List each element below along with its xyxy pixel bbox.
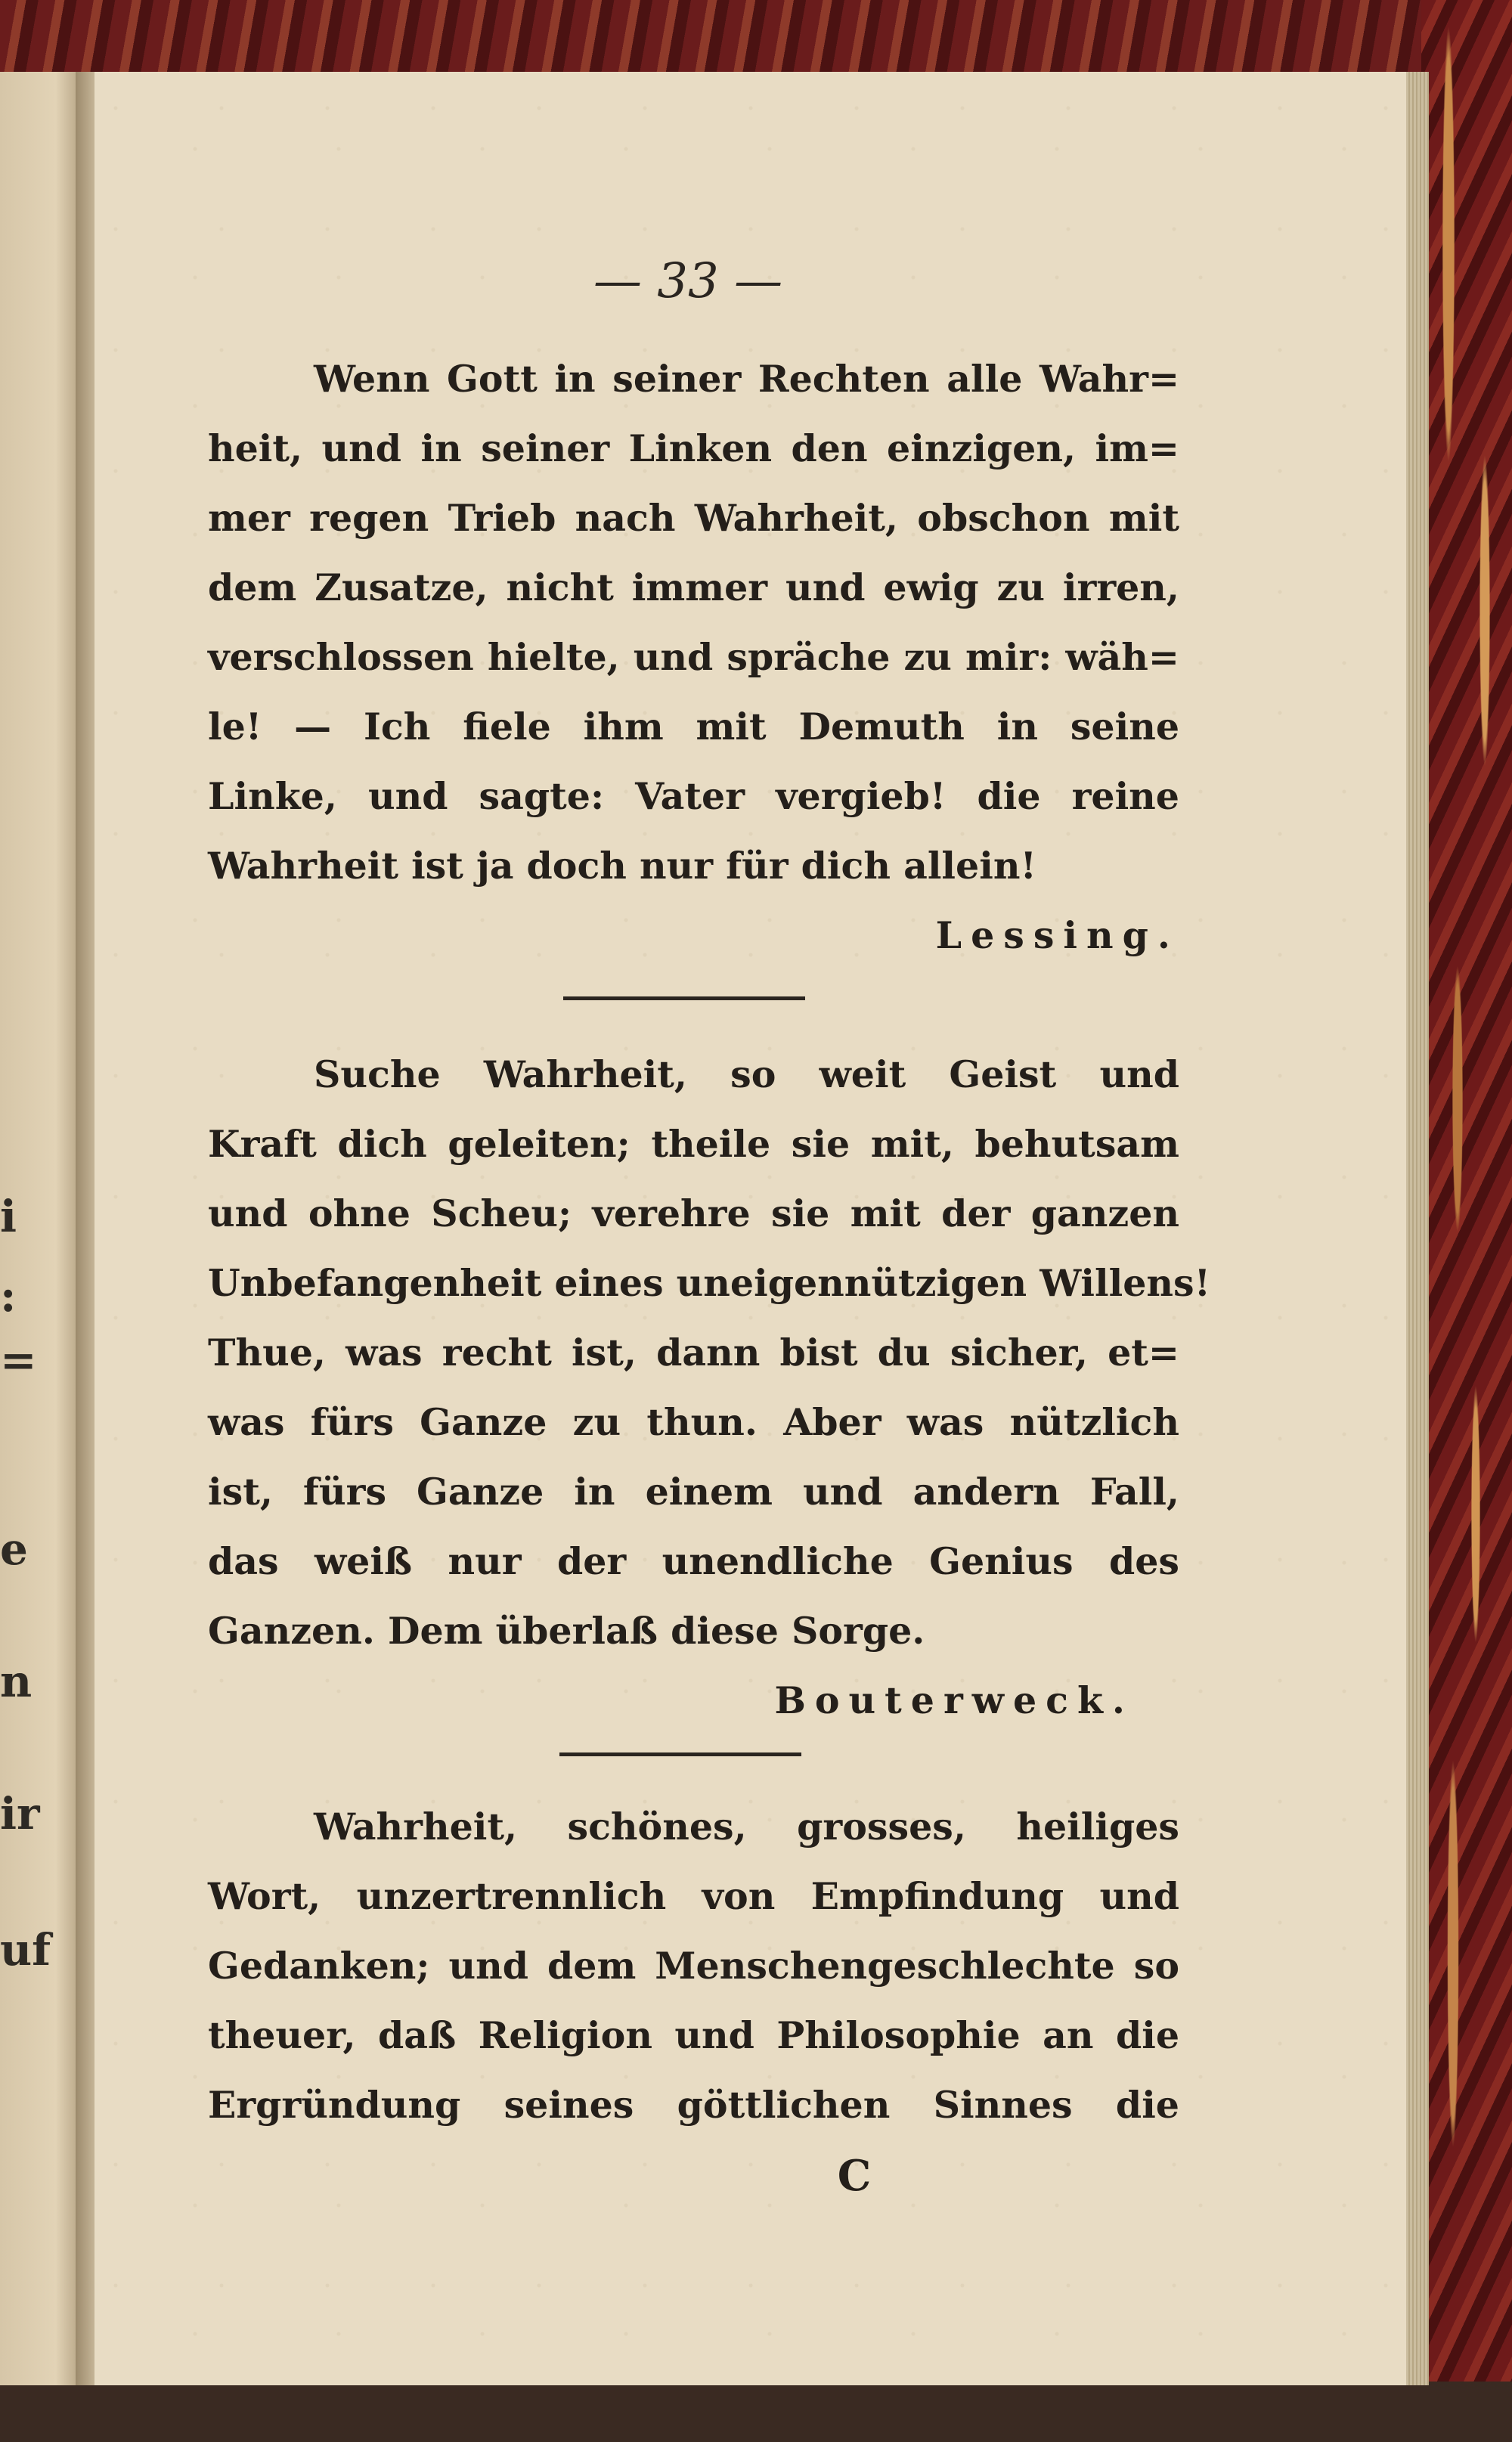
left-page-fragment: n — [0, 1656, 33, 1707]
left-page — [0, 72, 79, 2385]
section-divider — [559, 1752, 801, 1756]
signature-mark: C — [837, 2151, 872, 2201]
left-page-fragment: = — [0, 1334, 37, 1386]
text-line: ist, fürs Ganze in einem und andern Fall, — [208, 1470, 1179, 1514]
author-attribution: Bouterweck. — [774, 1678, 1134, 1722]
left-page-fragment: i — [0, 1191, 17, 1242]
text-line: Wenn Gott in seiner Rechten alle Wahr= — [314, 357, 1179, 401]
text-line: Thue, was recht ist, dann bist du sicher, et= — [208, 1331, 1179, 1374]
text-line: dem Zusatze, nicht immer und ewig zu irren, — [208, 566, 1179, 609]
text-line: Kraft dich geleiten; theile sie mit, behutsam — [208, 1122, 1179, 1166]
text-line: Wahrheit, schönes, grosses, heiliges — [314, 1805, 1179, 1849]
text-line: das weiß nur der unendliche Genius des — [208, 1539, 1179, 1583]
book-cover-bottom — [0, 2382, 1512, 2442]
left-page-fragment: : — [0, 1270, 17, 1322]
section-divider — [563, 996, 805, 1000]
left-page-fragment: uf — [0, 1924, 51, 1976]
author-attribution: Lessing. — [935, 913, 1179, 957]
text-line: und ohne Scheu; verehre sie mit der ganzen — [208, 1192, 1179, 1235]
passage-wahrheit — [208, 1792, 1179, 2140]
page-number: — 33 — — [593, 253, 783, 309]
text-line: verschlossen hielte, und spräche zu mir: wäh= — [208, 635, 1179, 679]
text-line: Unbefangenheit eines uneigennützigen Willens! — [208, 1261, 1211, 1305]
text-line: was fürs Ganze zu thun. Aber was nützlich — [208, 1400, 1179, 1444]
text-line: theuer, daß Religion und Philosophie an die — [208, 2013, 1179, 2057]
passage-lessing — [208, 344, 1179, 970]
text-line: Linke, und sagte: Vater vergieb! die reine — [208, 774, 1179, 818]
text-line: heit, und in seiner Linken den einzigen, im= — [208, 426, 1179, 470]
book-cover-top — [0, 0, 1512, 83]
text-line: Ergründung seines göttlichen Sinnes die — [208, 2083, 1179, 2127]
left-page-fragment: ir — [0, 1788, 40, 1839]
marbled-cover — [1421, 0, 1512, 2442]
text-line: Suche Wahrheit, so weit Geist und — [314, 1052, 1179, 1096]
text-line: Wahrheit ist ja doch nur für dich allein! — [208, 844, 1036, 888]
text-line: Wort, unzertrennlich von Empfindung und — [208, 1874, 1179, 1918]
passage-bouterweck — [208, 1040, 1211, 1735]
text-line: le! — Ich fiele ihm mit Demuth in seine — [208, 705, 1179, 748]
page-edge — [1406, 72, 1429, 2385]
text-line: Ganzen. Dem überlaß diese Sorge. — [208, 1609, 925, 1653]
text-line: Gedanken; und dem Menschengeschlechte so — [208, 1944, 1179, 1988]
text-line: mer regen Trieb nach Wahrheit, obschon mit — [208, 496, 1179, 540]
left-page-fragment: e — [0, 1523, 28, 1575]
